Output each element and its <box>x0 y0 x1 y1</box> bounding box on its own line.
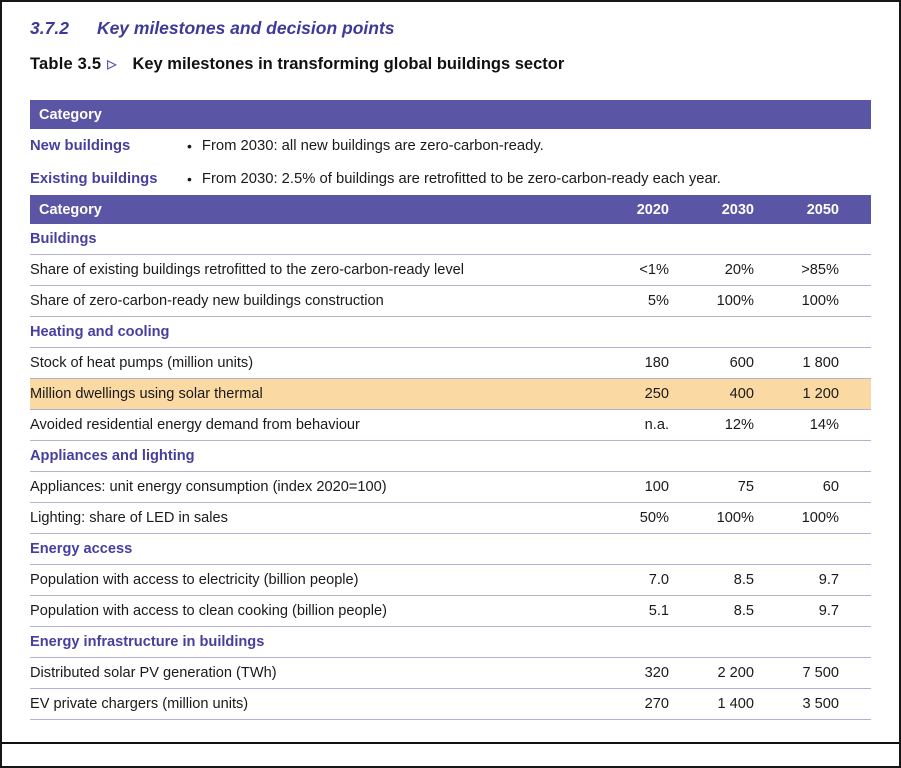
section-header-row: Energy access <box>30 534 871 565</box>
intro-table-header <box>30 100 871 129</box>
row-value: 60 <box>822 479 839 495</box>
row-label: Population with access to clean cooking (billion people) <box>30 603 387 619</box>
row-label: EV private chargers (million units) <box>30 696 249 712</box>
row-value: 20% <box>724 262 754 278</box>
row-label: Distributed solar PV generation (TWh) <box>30 665 277 681</box>
row-value: <1% <box>639 262 669 278</box>
milestones-table-body <box>30 224 871 720</box>
row-value: 7 500 <box>802 665 839 681</box>
row-value: 9.7 <box>818 572 839 588</box>
row-value: 8.5 <box>733 572 754 588</box>
row-value: 2 200 <box>717 665 754 681</box>
table-row <box>30 255 871 286</box>
row-value: 320 <box>644 665 669 681</box>
header-year-2030: 2030 <box>721 201 754 218</box>
row-value: 180 <box>644 355 669 371</box>
table-row <box>30 596 871 627</box>
row-value: >85% <box>801 262 839 278</box>
header-year-2050: 2050 <box>806 201 839 218</box>
row-value: 1 200 <box>802 386 839 402</box>
row-label: Share of zero-carbon-ready new buildings construction <box>30 293 384 309</box>
row-value: 250 <box>644 386 669 402</box>
intro-header-category: Category <box>39 106 102 123</box>
table-row <box>30 348 871 379</box>
table-row <box>30 565 871 596</box>
row-value: 1 800 <box>802 355 839 371</box>
section-number: 3.7.2 <box>30 18 69 38</box>
intro-table-body <box>30 129 871 195</box>
header-year-2020: 2020 <box>636 201 669 218</box>
bullet-icon: • <box>187 137 192 154</box>
intro-row-text: From 2030: all new buildings are zero-carbon-ready. <box>201 137 544 154</box>
section-title: Key milestones and decision points <box>96 18 395 38</box>
table-row <box>30 286 871 317</box>
table-row <box>30 503 871 534</box>
row-value: 8.5 <box>733 603 754 619</box>
row-value: 400 <box>729 386 754 402</box>
header-category: Category <box>39 201 102 218</box>
section-header-row: Heating and cooling <box>30 317 871 348</box>
row-label: Share of existing buildings retrofitted to the zero-carbon-ready level <box>30 262 464 278</box>
intro-table-row <box>30 129 871 162</box>
row-value: n.a. <box>644 417 669 433</box>
intro-row-label: Existing buildings <box>30 170 158 187</box>
row-label: Million dwellings using solar thermal <box>30 386 263 402</box>
row-value: 1 400 <box>717 696 754 712</box>
row-value: 5.1 <box>648 603 669 619</box>
row-value: 600 <box>729 355 754 371</box>
section-header-row: Appliances and lighting <box>30 441 871 472</box>
bullet-icon: • <box>187 170 192 187</box>
row-value: 270 <box>644 696 669 712</box>
table-row <box>30 472 871 503</box>
row-value: 100% <box>801 510 839 526</box>
row-value: 5% <box>647 293 669 309</box>
section-heading <box>30 18 871 39</box>
row-value: 100% <box>801 293 839 309</box>
milestones-table-header <box>30 195 871 224</box>
section-header-row: Buildings <box>30 224 871 255</box>
table-row <box>30 689 871 720</box>
row-value: 100% <box>716 510 754 526</box>
row-value: 12% <box>724 417 754 433</box>
row-value: 9.7 <box>818 603 839 619</box>
intro-row-text: From 2030: 2.5% of buildings are retrofitted to be zero-carbon-ready each year. <box>201 170 721 187</box>
footer-rule <box>2 742 899 744</box>
row-label: Lighting: share of LED in sales <box>30 510 228 526</box>
table-label: Table 3.5 <box>30 55 102 73</box>
table-row <box>30 379 871 410</box>
row-value: 50% <box>639 510 669 526</box>
row-label: Avoided residential energy demand from behaviour <box>30 417 360 433</box>
table-title: Key milestones in transforming global buildings sector <box>132 55 565 73</box>
row-value: 100 <box>644 479 669 495</box>
table-row <box>30 658 871 689</box>
row-label: Appliances: unit energy consumption (index 2020=100) <box>30 479 387 495</box>
row-value: 3 500 <box>802 696 839 712</box>
table-caption <box>30 55 871 74</box>
row-value: 14% <box>809 417 839 433</box>
row-value: 7.0 <box>648 572 669 588</box>
table-arrow-icon: ▷ <box>107 57 117 71</box>
row-label: Population with access to electricity (billion people) <box>30 572 359 588</box>
table-row <box>30 410 871 441</box>
intro-table-row <box>30 162 871 195</box>
intro-row-label: New buildings <box>30 137 131 154</box>
row-value: 75 <box>737 479 754 495</box>
section-header-row: Energy infrastructure in buildings <box>30 627 871 658</box>
row-label: Stock of heat pumps (million units) <box>30 355 254 371</box>
row-value: 100% <box>716 293 754 309</box>
